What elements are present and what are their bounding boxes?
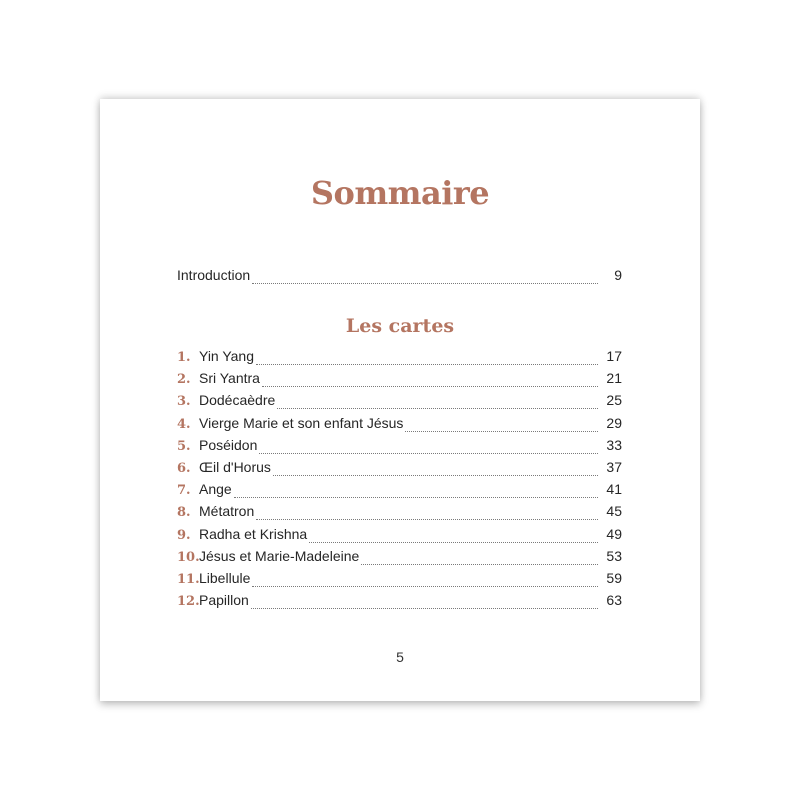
dot-leader xyxy=(405,430,598,432)
book-page xyxy=(100,99,700,701)
toc-page-number: 63 xyxy=(606,592,622,609)
toc-page-number: 29 xyxy=(606,414,622,431)
toc-page-number: 17 xyxy=(606,348,622,364)
toc-label: Vierge Marie et son enfant Jésus xyxy=(199,414,404,431)
toc-number: 11. xyxy=(177,572,200,587)
toc-row[interactable] xyxy=(177,437,622,459)
dot-leader xyxy=(256,518,598,520)
dot-leader xyxy=(256,363,598,365)
toc-row[interactable] xyxy=(177,348,622,370)
toc-number: 4. xyxy=(177,416,191,432)
dot-leader xyxy=(252,585,598,587)
toc-row[interactable] xyxy=(177,415,622,437)
toc-label: Dodécaèdre xyxy=(199,392,276,409)
toc-page-number: 59 xyxy=(606,570,622,586)
toc-number: 5. xyxy=(177,438,191,454)
toc-row[interactable] xyxy=(177,548,622,570)
toc-number: 8. xyxy=(177,505,191,521)
toc-number: 12. xyxy=(177,594,200,610)
dot-leader xyxy=(273,474,598,476)
toc-number: 2. xyxy=(177,372,191,388)
toc-label: Libellule xyxy=(199,570,251,586)
toc-page-number: 21 xyxy=(606,370,622,387)
toc-page-number: 53 xyxy=(606,547,622,564)
toc-row[interactable] xyxy=(177,481,622,503)
dot-leader xyxy=(262,385,598,387)
toc-page-number: 49 xyxy=(606,525,622,542)
dot-leader xyxy=(234,496,598,498)
toc-label: Radha et Krishna xyxy=(199,525,308,542)
toc-label: Œil d'Horus xyxy=(199,459,271,475)
toc-label: Yin Yang xyxy=(199,348,255,364)
toc-row[interactable] xyxy=(177,526,622,548)
toc-number: 9. xyxy=(177,527,191,543)
toc-page-number: 41 xyxy=(606,481,622,498)
toc-page-number: 33 xyxy=(606,436,622,453)
toc-page-number: 25 xyxy=(606,392,622,409)
toc-label: Sri Yantra xyxy=(199,370,260,387)
toc-label: Ange xyxy=(199,481,232,498)
toc-row[interactable] xyxy=(177,370,622,392)
dot-leader xyxy=(252,282,598,284)
dot-leader xyxy=(277,407,598,409)
toc-number: 10. xyxy=(177,549,200,565)
section-title: Les cartes xyxy=(345,315,455,337)
toc-number: 1. xyxy=(177,350,191,365)
dot-leader xyxy=(309,541,598,543)
toc-number: 6. xyxy=(177,461,191,476)
dot-leader xyxy=(251,607,598,609)
toc-label: Jésus et Marie-Madeleine xyxy=(199,547,360,564)
dot-leader xyxy=(259,452,598,454)
toc-label: Métatron xyxy=(199,503,255,520)
toc-row[interactable] xyxy=(177,570,622,592)
toc-row[interactable] xyxy=(177,392,622,414)
toc-page-number: 37 xyxy=(606,459,622,475)
toc-row[interactable] xyxy=(177,459,622,481)
page-title: Sommaire xyxy=(310,174,490,212)
toc-label: Poséidon xyxy=(199,436,258,453)
toc-label: Introduction xyxy=(177,267,251,283)
toc-number: 3. xyxy=(177,394,191,410)
toc-row[interactable] xyxy=(177,592,622,614)
toc-row-introduction[interactable] xyxy=(177,267,622,289)
page-folio: 5 xyxy=(396,649,404,665)
toc-label: Papillon xyxy=(199,592,249,609)
dot-leader xyxy=(361,563,598,565)
toc-number: 7. xyxy=(177,483,191,499)
toc-page-number: 45 xyxy=(606,503,622,520)
toc-page-number: 9 xyxy=(614,267,622,283)
toc-row[interactable] xyxy=(177,503,622,525)
